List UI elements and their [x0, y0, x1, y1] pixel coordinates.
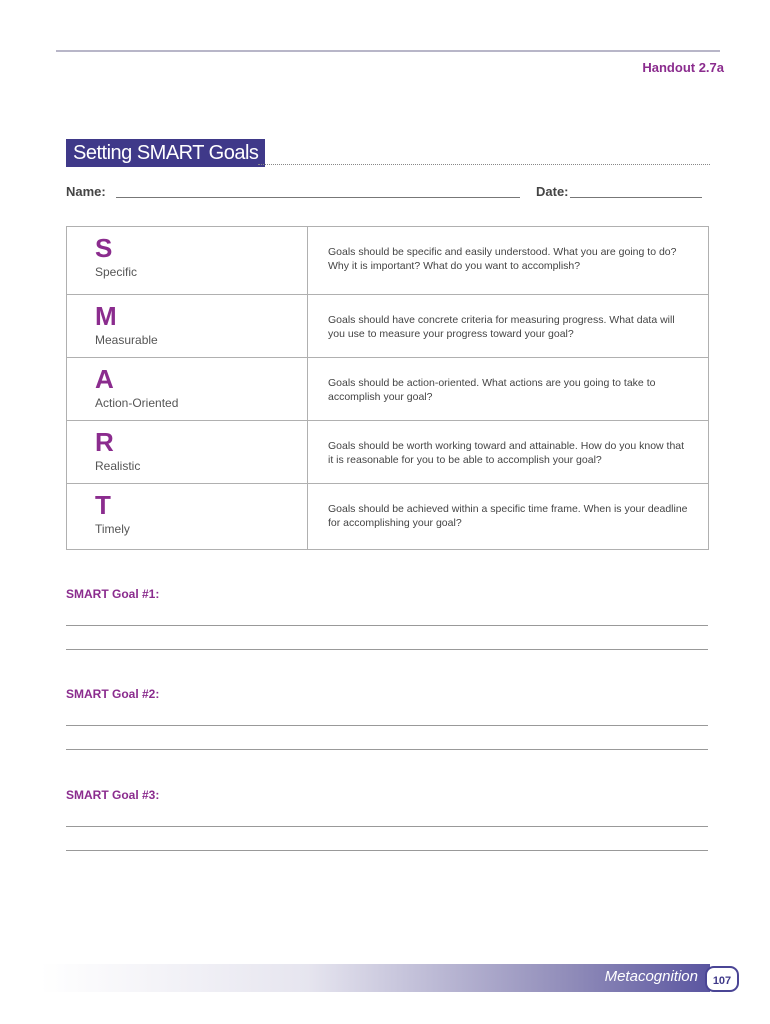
- smart-goal-1-line-1[interactable]: [66, 625, 708, 626]
- top-rule: [56, 50, 720, 52]
- smart-goal-1-line-2[interactable]: [66, 649, 708, 650]
- smart-description: Goals should be worth working toward and attainable. How do you know that it is reasonable for you to be able to accomplish your goal?: [308, 421, 709, 484]
- smart-letter: A: [95, 364, 114, 394]
- handout-number: Handout 2.7a: [642, 60, 724, 75]
- smart-description: Goals should be specific and easily understood. What you are going to do? Why it is important? What do you want to accomplish?: [308, 227, 709, 295]
- smart-letter: T: [95, 490, 111, 520]
- smart-goal-3-line-1[interactable]: [66, 826, 708, 827]
- letter-cell: [67, 358, 308, 421]
- smart-word: Timely: [95, 522, 130, 536]
- smart-word: Specific: [95, 265, 138, 279]
- letter-cell: [67, 484, 308, 550]
- smart-letter: M: [95, 301, 117, 331]
- date-label: Date:: [536, 184, 569, 199]
- smart-word: Realistic: [95, 459, 141, 473]
- smart-goal-2-line-2[interactable]: [66, 749, 708, 750]
- smart-goal-1-label: SMART Goal #1:: [66, 587, 160, 601]
- smart-row-realistic: [67, 421, 709, 484]
- smart-description: Goals should be action-oriented. What actions are you going to take to accomplish your goal?: [308, 358, 709, 421]
- date-field[interactable]: [570, 197, 702, 198]
- smart-goal-2-label: SMART Goal #2:: [66, 687, 160, 701]
- smart-goal-3-label: SMART Goal #3:: [66, 788, 160, 802]
- letter-cell: [67, 295, 308, 358]
- name-field[interactable]: [116, 197, 520, 198]
- smart-letter: R: [95, 427, 114, 457]
- footer-section: Metacognition: [604, 968, 698, 985]
- smart-row-action-oriented: [67, 358, 709, 421]
- smart-word: Measurable: [95, 333, 158, 347]
- smart-description: Goals should be achieved within a specific time frame. When is your deadline for accomplishing your goal?: [308, 484, 709, 550]
- title-dotted-rule: [258, 164, 710, 165]
- smart-row-timely: [67, 484, 709, 550]
- smart-letter: S: [95, 233, 113, 263]
- smart-description: Goals should have concrete criteria for measuring progress. What data will you use to measure your progress toward your goal?: [308, 295, 709, 358]
- letter-cell: [67, 227, 308, 295]
- title-row: [66, 139, 710, 169]
- smart-goal-2-line-1[interactable]: [66, 725, 708, 726]
- name-label: Name:: [66, 184, 106, 199]
- page-number: 107: [705, 966, 739, 992]
- smart-row-specific: [67, 227, 709, 295]
- smart-word: Action-Oriented: [95, 396, 179, 410]
- smart-row-measurable: [67, 295, 709, 358]
- smart-table: [66, 226, 709, 550]
- letter-cell: [67, 421, 308, 484]
- smart-goal-3-line-2[interactable]: [66, 850, 708, 851]
- page-title: Setting SMART Goals: [66, 139, 265, 167]
